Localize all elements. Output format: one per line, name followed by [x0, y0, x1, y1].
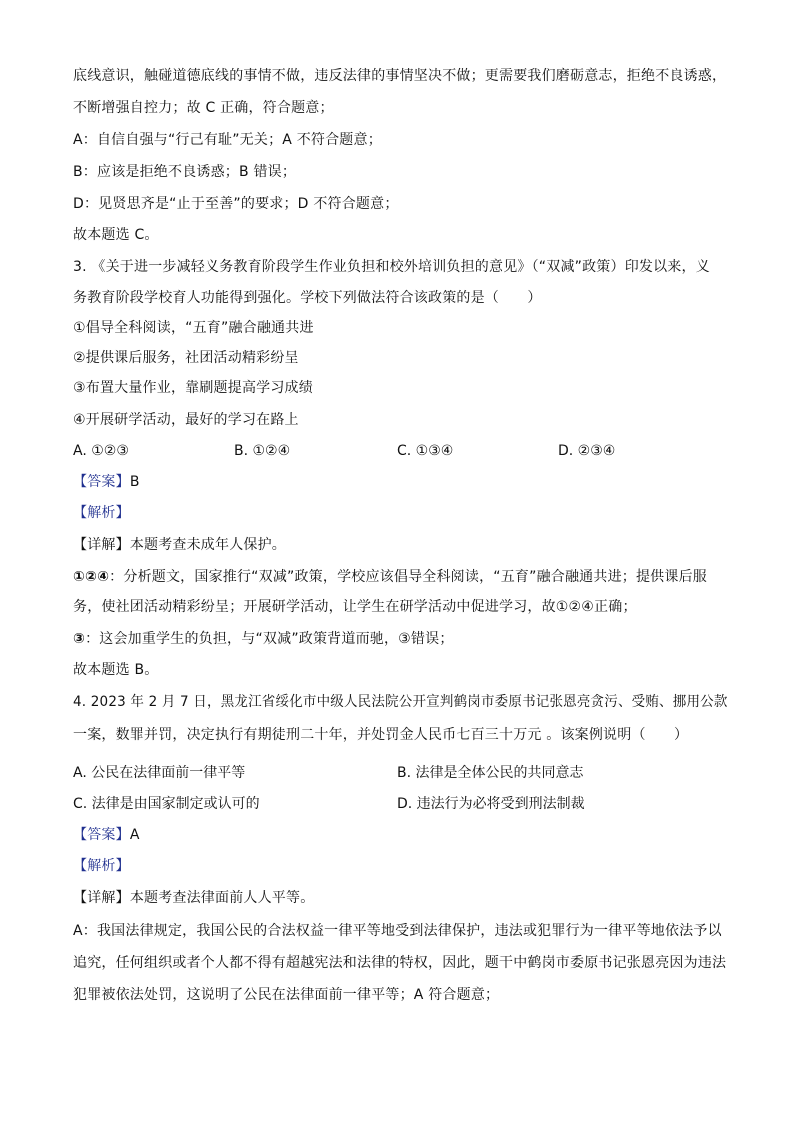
- text-line: 底线意识，触碰道德底线的事情不做，违反法律的事情坚决不做；更需要我们磨砺意志，拒绝不良诱惑，: [73, 68, 727, 84]
- question-4-explain: 追究，任何组织或者个人都不得有超越宪法和法律的特权，因此，题干中鹤岗市委原书记张恩亮因为违法: [73, 955, 727, 971]
- answer-tag: 【答案】: [73, 474, 130, 490]
- text-line: A：自信自强与“行己有耻”无关；A 不符合题意；: [73, 132, 382, 148]
- explain-label: ①②④: [73, 569, 110, 585]
- question-3-answer: [73, 472, 140, 492]
- question-4-explain: 犯罪被依法处罚，这说明了公民在法律面前一律平等；A 符合题意；: [73, 987, 500, 1003]
- text-line: B：应该是拒绝不良诱惑；B 错误；: [73, 164, 297, 180]
- text-line: 不断增强自控力；故 C 正确，符合题意；: [73, 100, 334, 116]
- detail-text: 本题考查法律面前人人平等。: [129, 890, 315, 906]
- explain-text: ：分析题文，国家推行“双减”政策，学校应该倡导全科阅读，“五育”融合融通共进；提供课后服: [109, 569, 707, 585]
- question-4-option-a: A. 公民在法律面前一律平等: [73, 765, 246, 781]
- detail-tag: 【详解】: [73, 537, 130, 553]
- explain-label: ③: [73, 631, 86, 647]
- question-4-answer: [73, 825, 140, 845]
- question-3-explain: [73, 629, 454, 649]
- question-3-item: ②提供课后服务，社团活动精彩纷呈: [73, 350, 299, 366]
- question-3-item: ③布置大量作业，靠刷题提高学习成绩: [73, 380, 313, 396]
- text-line: D：见贤思齐是“止于至善”的要求；D 不符合题意；: [73, 196, 399, 212]
- question-3-item: ④开展研学活动，最好的学习在路上: [73, 412, 299, 428]
- question-4-option-b: B. 法律是全体公民的共同意志: [397, 765, 584, 781]
- question-4-option-c: C. 法律是由国家制定或认可的: [73, 796, 260, 812]
- question-4-option-d: D. 违法行为必将受到刑法制裁: [397, 796, 585, 812]
- question-4-stem: 4. 2023 年 2 月 7 日，黑龙江省绥化市中级人民法院公开宣判鹤岗市委原书记张恩亮贪污、受贿、挪用公款: [73, 694, 728, 710]
- question-3-detail: [73, 535, 286, 555]
- answer-tag: 【答案】: [73, 827, 130, 843]
- question-3-option-a: A. ①②③: [73, 443, 129, 459]
- question-3-stem: 务教育阶段学校育人功能得到强化。学校下列做法符合该政策的是（ ）: [73, 290, 542, 306]
- detail-tag: 【详解】: [73, 890, 130, 906]
- question-3-option-c: C. ①③④: [397, 443, 454, 459]
- text-line: 故本题选 C。: [73, 227, 159, 243]
- question-3-explain: 务，使社团活动精彩纷呈；开展研学活动，让学生在研学活动中促进学习，故①②④正确；: [73, 599, 637, 615]
- question-3-item: ①倡导全科阅读，“五育”融合融通共进: [73, 320, 314, 336]
- detail-text: 本题考查未成年人保护。: [129, 537, 287, 553]
- answer-value: A: [129, 827, 140, 843]
- question-4-explain: A：我国法律规定，我国公民的合法权益一律平等地受到法律保护，违法或犯罪行为一律平等地依法予以: [73, 923, 722, 939]
- question-3-analysis-tag: [73, 503, 130, 523]
- explain-text: ：这会加重学生的负担，与“双减”政策背道而驰，③错误；: [85, 631, 454, 647]
- answer-value: B: [129, 474, 140, 490]
- analysis-tag: 【解析】: [73, 858, 130, 874]
- question-3-stem: 3. 《关于进一步减轻义务教育阶段学生作业负担和校外培训负担的意见》（“双减”政策）印发以来，义: [73, 259, 710, 275]
- question-3-option-d: D. ②③④: [558, 443, 616, 459]
- analysis-tag: 【解析】: [73, 505, 130, 521]
- question-4-stem: 一案，数罪并罚，决定执行有期徒刑二十年，并处罚金人民币七百三十万元 。该案例说明（ ）: [73, 727, 689, 743]
- question-3-option-b: B. ①②④: [234, 443, 291, 459]
- question-4-analysis-tag: [73, 856, 130, 876]
- question-4-detail: [73, 888, 314, 908]
- question-3-explain: [73, 567, 707, 587]
- question-3-conclusion: 故本题选 B。: [73, 662, 159, 678]
